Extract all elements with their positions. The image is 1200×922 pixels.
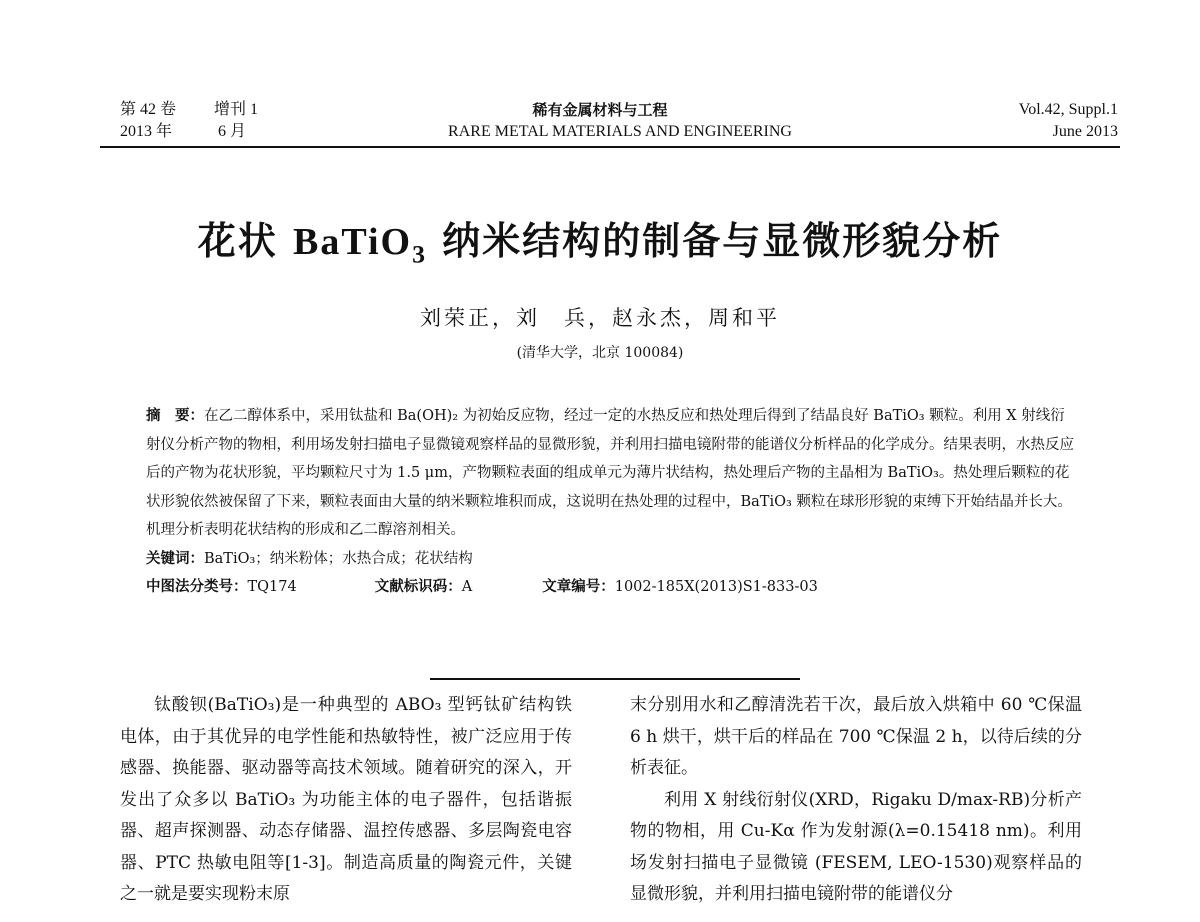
keywords-label: 关键词： <box>146 550 204 567</box>
clc-value: TQ174 <box>247 578 297 595</box>
abstract-label: 摘 要： <box>146 408 204 424</box>
header-year: 2013 年 <box>120 123 173 140</box>
abstract-block <box>146 402 1076 601</box>
abstract-divider <box>430 678 800 680</box>
header-rule <box>100 146 1120 148</box>
header-volume: 第 42 卷 <box>120 101 177 118</box>
header-supplement: 增刊 1 <box>214 101 259 118</box>
article-number-label: 文章编号： <box>542 578 615 595</box>
doc-code-value: A <box>461 578 473 595</box>
keywords-text: BaTiO₃；纳米粉体；水热合成；花状结构 <box>204 550 473 567</box>
article-number-value: 1002-185X(2013)S1-833-03 <box>614 578 818 595</box>
body-paragraph: 末分别用水和乙醇清洗若干次，最后放入烘箱中 60 ℃保温 6 h 烘干，烘干后的样品在 700 ℃保温 2 h，以待后续的分析表征。 <box>630 695 1082 778</box>
clc-label: 中图法分类号： <box>146 578 248 595</box>
classification-line <box>146 573 1076 601</box>
body-paragraph: 利用 X 射线衍射仪(XRD，Rigaku D/max-RB)分析产物的物相，用 Cu-Kα 作为发射源(λ=0.15418 nm)。利用场发射扫描电子显微镜 (FESEM, LEO-1530)观察样品的显微形貌，并利用扫描电镜附带的能谱仪分 <box>630 789 1082 904</box>
title-formula: BaTiO$_3$ <box>292 221 428 269</box>
title-prefix: 花状 <box>197 218 293 263</box>
title-suffix: 纳米结构的制备与显微形貌分析 <box>427 218 1003 263</box>
body-left-column <box>120 690 572 911</box>
header-journal-en: RARE METAL MATERIALS AND ENGINEERING <box>448 123 792 140</box>
doc-code-label: 文献标识码： <box>374 578 462 595</box>
affiliation: (清华大学，北京 100084) <box>516 345 684 361</box>
keywords <box>146 545 1076 573</box>
authors: 刘荣正，刘 兵，赵永杰，周和平 <box>420 306 780 330</box>
header-journal-cn: 稀有金属材料与工程 <box>532 101 668 119</box>
paper-title <box>0 218 1200 269</box>
body-paragraph: 钛酸钡(BaTiO₃)是一种典型的 ABO₃ 型钙钛矿结构铁电体，由于其优异的电学性能和热敏特性，被广泛应用于传感器、换能器、驱动器等高技术领域。随着研究的深入，开发出了众多以 BaTiO₃ 为功能主体的电子器件，包括谐振器、超声探测器、动态存储器、温控传感器、多层陶瓷电容器、PTC 热敏电阻等[1-3]。制造高质量的陶瓷元件，关键之一就是要实现粉末原 <box>120 695 572 904</box>
header-date-en: June 2013 <box>1052 123 1118 140</box>
abstract <box>146 402 1076 545</box>
body-right-column <box>630 690 1082 911</box>
abstract-text: 在乙二醇体系中，采用钛盐和 Ba(OH)₂ 为初始反应物，经过一定的水热反应和热处理后得到了结晶良好 BaTiO₃ 颗粒。利用 X 射线衍射仪分析产物的物相，利用场发射扫描电子显微镜观察样品的显微形貌，并利用扫描电镜附带的能谱仪分析样品的化学成分。结果表明，水热反应后的产物为花状形貌，平均颗粒尺寸为 1.5 μm，产物颗粒表面的组成单元为薄片状结构，热处理后产物的主晶相为 BaTiO₃。热处理后颗粒的花状形貌依然被保留了下来，颗粒表面由大量的纳米颗粒堆积而成，这说明在热处理的过程中，BaTiO₃ 颗粒在球形形貌的束缚下开始结晶并长大。机理分析表明花状结构的形成和乙二醇溶剂相关。 <box>146 408 1074 538</box>
header-month: 6 月 <box>218 123 247 140</box>
header-volume-en: Vol.42, Suppl.1 <box>1018 101 1118 118</box>
